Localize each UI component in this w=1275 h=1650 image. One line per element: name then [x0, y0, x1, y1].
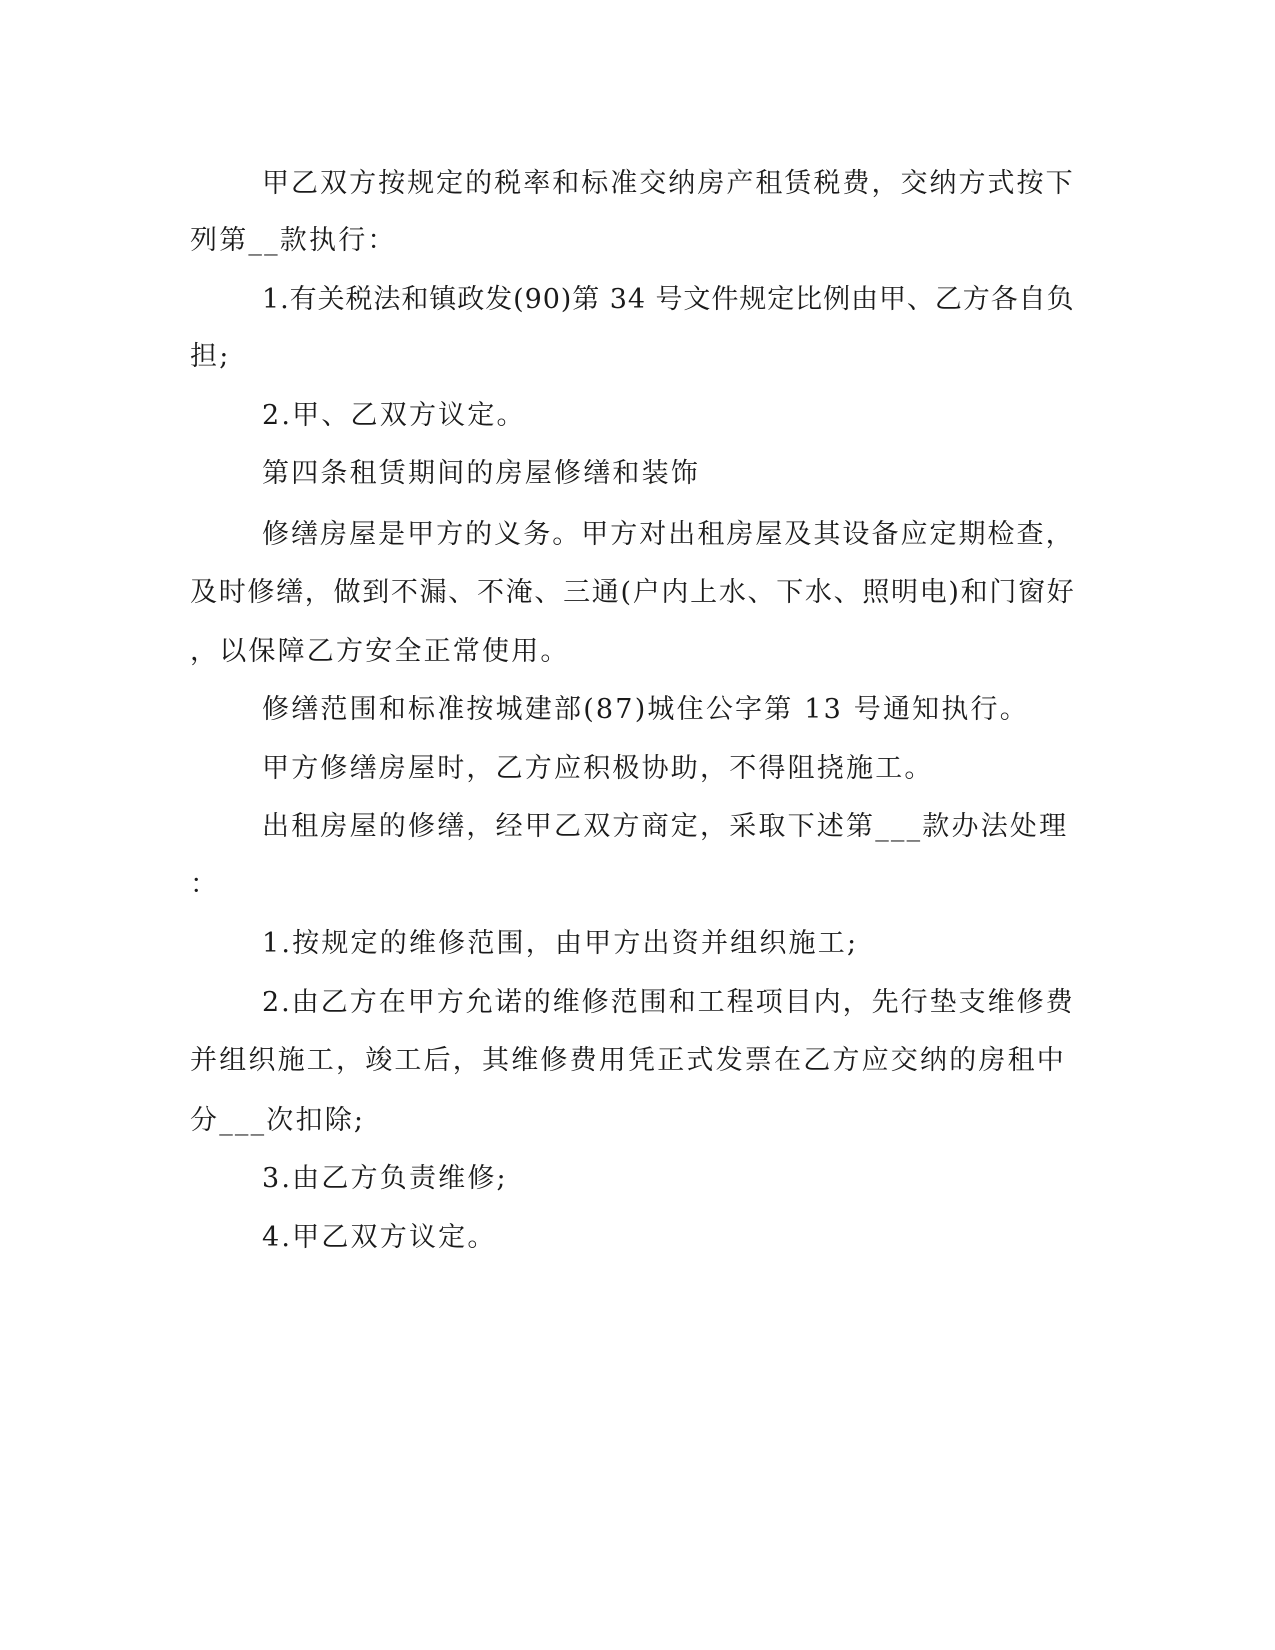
repair-option-4: 4.甲乙双方议定。 — [262, 1222, 497, 1253]
repair-option-2-line-1: 2.由乙方在甲方允诺的维修范围和工程项目内，先行垫支维修费 — [262, 987, 1075, 1018]
repair-method-intro-line-1: 出租房屋的修缮，经甲乙双方商定，采取下述第___款办法处理 — [262, 811, 1069, 842]
repair-cooperation-paragraph: 甲方修缮房屋时，乙方应积极协助，不得阻挠施工。 — [262, 753, 934, 784]
tax-option-1-line-2: 担; — [190, 341, 231, 372]
repair-duty-line-3: ，以保障乙方安全正常使用。 — [190, 636, 570, 667]
repair-option-2-line-3: 分___次扣除; — [190, 1105, 366, 1136]
repair-duty-line-1: 修缮房屋是甲方的义务。甲方对出租房屋及其设备应定期检查， — [262, 519, 1075, 550]
repair-option-1: 1.按规定的维修范围，由甲方出资并组织施工; — [262, 928, 859, 959]
repair-duty-line-2: 及时修缮，做到不漏、不淹、三通(户内上水、下水、照明电)和门窗好 — [190, 577, 1076, 608]
repair-method-intro-line-2: ： — [190, 869, 220, 900]
repair-scope-paragraph: 修缮范围和标准按城建部(87)城住公字第 13 号通知执行。 — [262, 694, 1029, 725]
repair-option-3: 3.由乙方负责维修; — [262, 1163, 508, 1194]
paragraph-tax-intro-line-1: 甲乙双方按规定的税率和标准交纳房产租赁税费，交纳方式按下 — [262, 168, 1075, 199]
section-heading-article-4: 第四条租赁期间的房屋修缮和装饰 — [262, 458, 700, 489]
tax-option-2: 2.甲、乙双方议定。 — [262, 400, 526, 431]
repair-option-2-line-2: 并组织施工，竣工后，其维修费用凭正式发票在乙方应交纳的房租中 — [190, 1045, 1066, 1076]
tax-option-1-line-1: 1.有关税法和镇政发(90)第 34 号文件规定比例由甲、乙方各自负 — [262, 284, 1075, 315]
paragraph-tax-intro-line-2: 列第__款执行： — [190, 225, 397, 256]
